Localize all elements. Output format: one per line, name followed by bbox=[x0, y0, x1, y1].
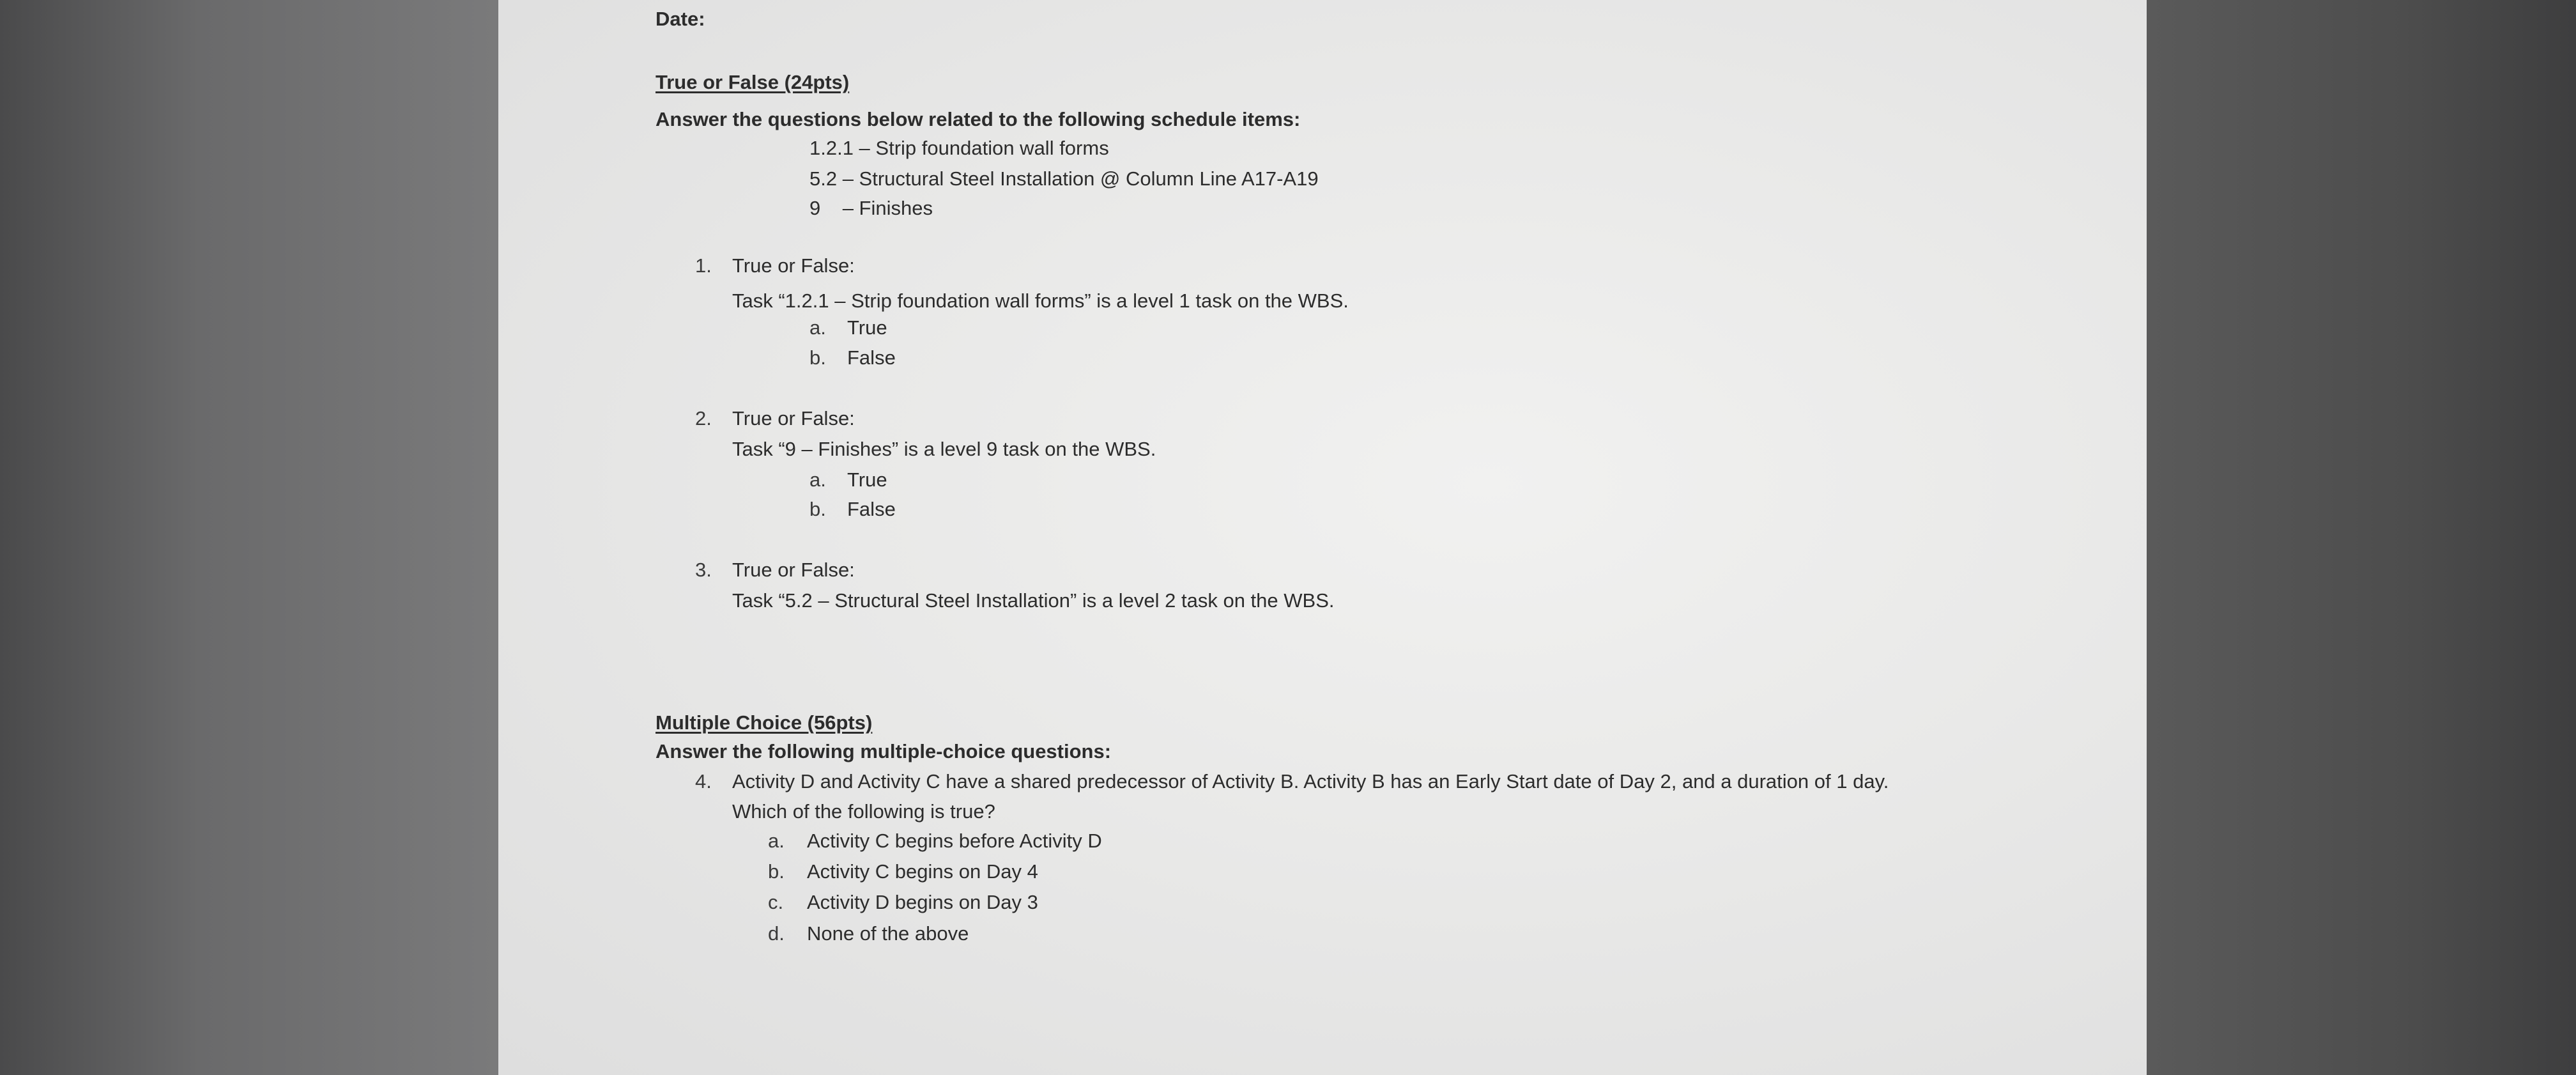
question-4-option-d[interactable]: None of the above bbox=[807, 922, 969, 945]
multiple-choice-heading: Multiple Choice (56pts) bbox=[656, 711, 873, 734]
question-2-option-b-letter: b. bbox=[809, 498, 826, 520]
question-3-prompt: True or False: bbox=[732, 559, 855, 581]
monitor-bezel-left bbox=[0, 0, 498, 1075]
question-2-number: 2. bbox=[695, 407, 712, 429]
question-2-option-a-letter: a. bbox=[809, 468, 826, 491]
question-1-option-b-letter: b. bbox=[809, 346, 826, 369]
question-4-option-a[interactable]: Activity C begins before Activity D bbox=[807, 830, 1102, 852]
question-4-option-a-letter: a. bbox=[768, 830, 785, 852]
schedule-item-3: 9 – Finishes bbox=[809, 197, 933, 219]
question-1-option-b[interactable]: False bbox=[847, 346, 896, 369]
schedule-item-1: 1.2.1 – Strip foundation wall forms bbox=[809, 137, 1109, 159]
true-false-heading: True or False (24pts) bbox=[656, 71, 850, 93]
question-4-number: 4. bbox=[695, 770, 712, 793]
question-1-number: 1. bbox=[695, 254, 712, 277]
question-2-statement: Task “9 – Finishes” is a level 9 task on the WBS. bbox=[732, 438, 1156, 460]
monitor-bezel-right bbox=[2147, 0, 2576, 1075]
date-label: Date: bbox=[656, 8, 705, 30]
question-1-option-a-letter: a. bbox=[809, 316, 826, 339]
question-4-option-c-letter: c. bbox=[768, 891, 784, 913]
question-4-line-2: Which of the following is true? bbox=[732, 800, 995, 823]
question-2-option-b[interactable]: False bbox=[847, 498, 896, 520]
question-4-option-d-letter: d. bbox=[768, 922, 785, 945]
question-1-statement: Task “1.2.1 – Strip foundation wall forms” is a level 1 task on the WBS. bbox=[732, 290, 1349, 312]
question-4-option-b[interactable]: Activity C begins on Day 4 bbox=[807, 860, 1038, 883]
question-3-statement: Task “5.2 – Structural Steel Installation” is a level 2 task on the WBS. bbox=[732, 589, 1335, 612]
question-4-line-1: Activity D and Activity C have a shared predecessor of Activity B. Activity B has an Early Start date of Day 2, and a duration of 1 day. bbox=[732, 770, 1889, 793]
question-1-prompt: True or False: bbox=[732, 254, 855, 277]
multiple-choice-instruction: Answer the following multiple-choice questions: bbox=[656, 740, 1112, 762]
question-4-option-c[interactable]: Activity D begins on Day 3 bbox=[807, 891, 1038, 913]
question-2-prompt: True or False: bbox=[732, 407, 855, 429]
true-false-instruction: Answer the questions below related to the following schedule items: bbox=[656, 108, 1301, 130]
question-2-option-a[interactable]: True bbox=[847, 468, 887, 491]
document-page bbox=[498, 0, 2147, 1075]
question-4-option-b-letter: b. bbox=[768, 860, 785, 883]
question-3-number: 3. bbox=[695, 559, 712, 581]
schedule-item-2: 5.2 – Structural Steel Installation @ Column Line A17-A19 bbox=[809, 167, 1319, 190]
question-1-option-a[interactable]: True bbox=[847, 316, 887, 339]
